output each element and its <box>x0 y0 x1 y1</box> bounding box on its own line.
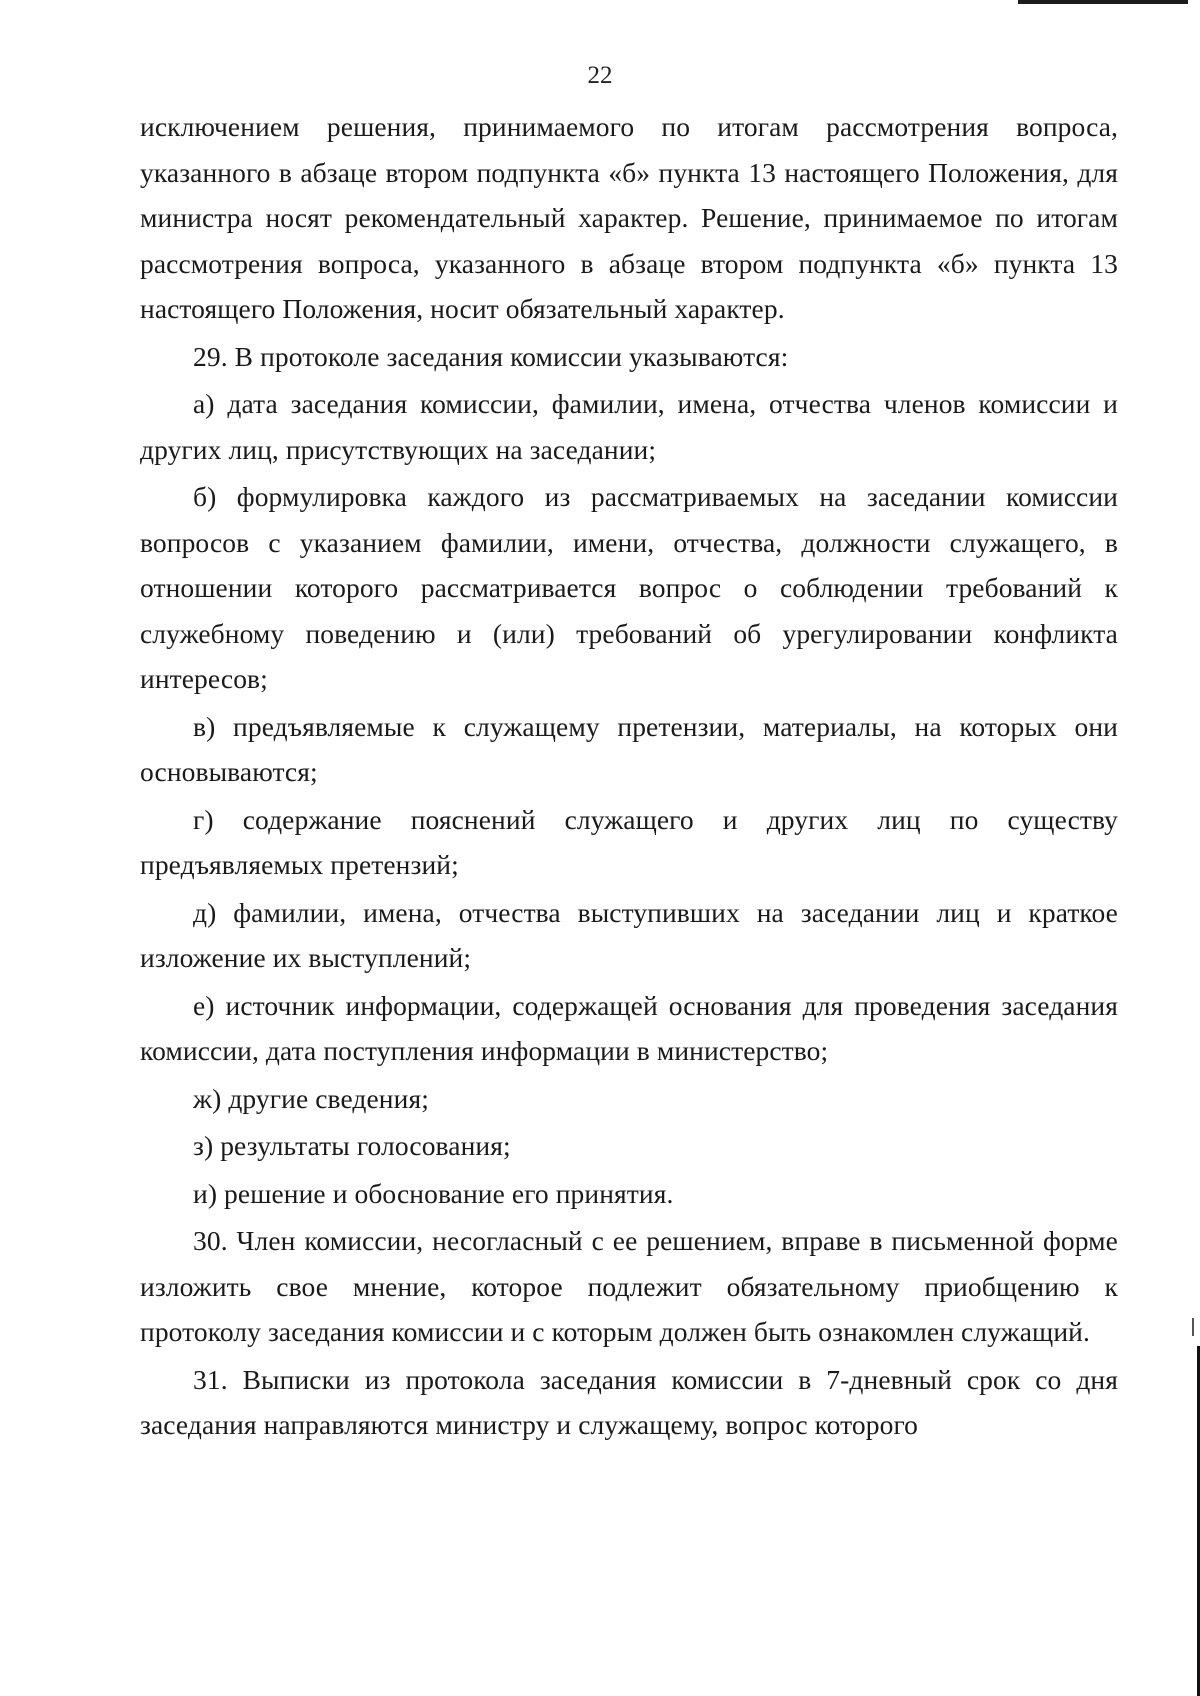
scan-edge-mark <box>1192 1318 1194 1336</box>
paragraph-subitem-i: и) решение и обоснование его принятия. <box>193 1177 674 1209</box>
scan-edge-mark <box>1018 0 1188 4</box>
paragraph-subitem-a: а) дата заседания комиссии, фамилии, имена, отчества членов комиссии и других лиц, присутствующих на заседании; <box>140 388 1118 465</box>
paragraph-subitem-e: е) источник информации, содержащей основания для проведения заседания комиссии, дата поступления информации в министерство; <box>140 989 1118 1066</box>
paragraph-continuation: исключением решения, принимаемого по итогам рассмотрения вопроса, указанного в абзаце втором подпункта «б» пункта 13 настоящего Положения, для министра носят рекомендательный характер. Решение, принимаемое по итогам рассмотрения вопроса, указанного в абзаце втором подпункта «б» пункта 13 настоящего Положения, носит обязательный характер. <box>140 111 1118 324</box>
paragraph-subitem-d: д) фамилии, имена, отчества выступивших на заседании лиц и краткое изложение их выступлений; <box>140 896 1118 973</box>
paragraph-item-30: 30. Член комиссии, несогласный с ее решением, вправе в письменной форме изложить свое мнение, которое подлежит обязательному приобщению к протоколу заседания комиссии и с которым должен быть ознакомлен служащий. <box>140 1225 1118 1347</box>
paragraph-subitem-g: г) содержание пояснений служащего и других лиц по существу предъявляемых претензий; <box>140 803 1118 880</box>
paragraph-subitem-zh: ж) другие сведения; <box>193 1082 429 1114</box>
document-body <box>140 104 1118 1448</box>
page-number: 22 <box>587 62 613 89</box>
paragraph-subitem-b: б) формулировка каждого из рассматриваемых на заседании комиссии вопросов с указанием фамилии, имени, отчества, должности служащего, в отношении которого рассматривается вопрос о соблюдении требований к служебному поведению и (или) требований об урегулировании конфликта интересов; <box>140 481 1118 694</box>
paragraph-subitem-v: в) предъявляемые к служащему претензии, материалы, на которых они основываются; <box>140 710 1118 787</box>
paragraph-item-29: 29. В протоколе заседания комиссии указываются: <box>193 340 789 372</box>
paragraph-item-31: 31. Выписки из протокола заседания комиссии в 7-дневный срок со дня заседания направляются министру и служащему, вопрос которого <box>140 1363 1118 1440</box>
paragraph-subitem-z: з) результаты голосования; <box>193 1130 511 1161</box>
